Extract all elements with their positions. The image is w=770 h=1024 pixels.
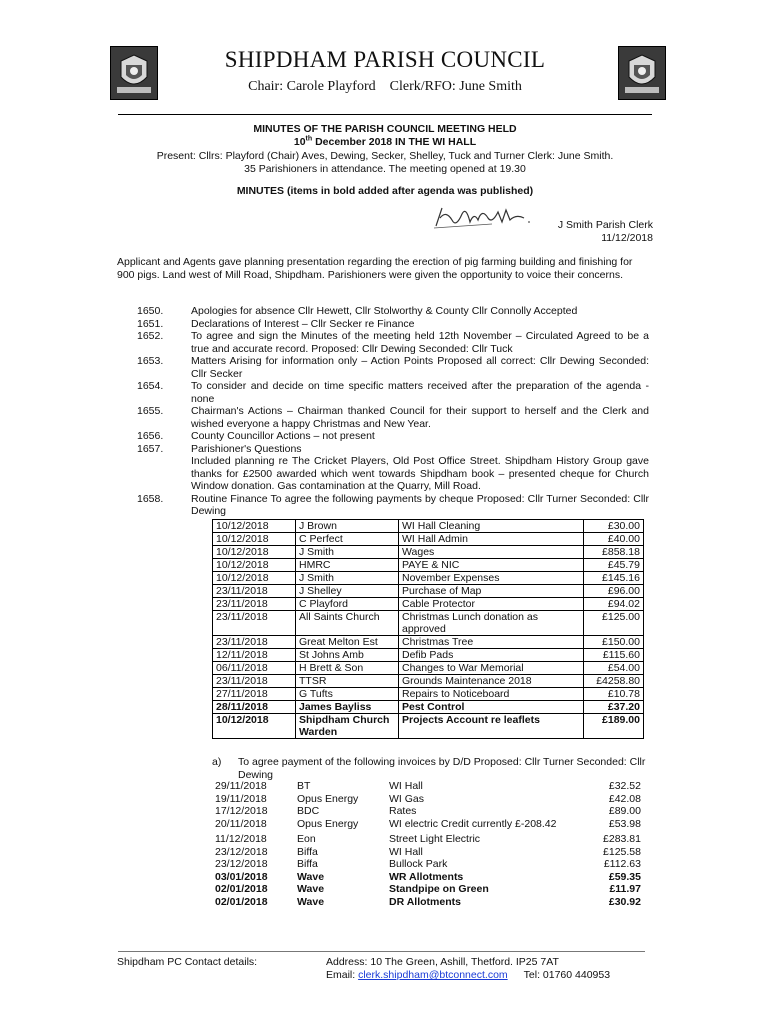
item-number: 1658. [137,492,164,505]
payment-amount: £96.00 [584,585,644,598]
present-members: Present: Cllrs: Playford (Chair) Aves, Dewing, Secker, Shelley, Tuck and Turner Clerk: June Smith. [156,150,614,162]
payment-description: Defib Pads [399,649,584,662]
payment-description: Grounds Maintenance 2018 [399,675,584,688]
payment-description: Repairs to Noticeboard [399,688,584,701]
item-number: 1655. [137,405,164,417]
payment-description: Wages [399,546,584,559]
payment-description: Purchase of Map [399,585,584,598]
payee-name: Shipdham Church Warden [296,714,399,739]
payment-date: 02/01/2018 [215,895,268,908]
payment-date: 11/12/2018 [215,833,267,845]
cheque-payment-row [213,611,644,636]
payee-name: Great Melton Est [296,636,399,649]
direct-debit-intro [212,756,652,781]
payment-date: 10/12/2018 [213,572,296,585]
payee-name: J Brown [296,520,399,533]
payee-name: Biffa [297,845,318,858]
item-text: Declarations of Interest – Cllr Secker re Finance [191,317,415,330]
cheque-payment-row [213,636,644,649]
payee-name: C Perfect [296,533,399,546]
payment-date: 23/11/2018 [213,675,296,688]
item-text: To agree and sign the Minutes of the meeting held 12th November – Circulated Agreed to be a true and accurate record. Proposed: Cllr Dewing Seconded: Cllr Tuck [191,330,649,355]
payment-amount: £125.58 [603,845,641,858]
item-text: To consider and decide on time specific matters received after the preparation of the agenda - none [191,380,649,405]
payment-amount: £40.00 [584,533,644,546]
payment-date: 19/11/2018 [215,792,267,805]
cheque-payment-row [213,701,644,714]
payment-description: Christmas Tree [399,636,584,649]
payment-amount: £10.78 [584,688,644,701]
payment-description: WR Allotments [389,870,464,883]
item-number: 1657. [137,442,164,455]
payment-date: 27/11/2018 [213,688,296,701]
payment-description: WI Hall Admin [399,533,584,546]
council-title: SHIPDHAM PARISH COUNCIL [224,47,546,72]
footer-telephone: Tel: 01760 440953 [523,969,611,981]
footer-email-label: Email: [326,969,359,981]
payee-name: G Tufts [296,688,399,701]
payment-amount: £11.97 [609,883,641,895]
payment-date: 02/01/2018 [215,883,268,895]
payment-description: WI electric Credit currently £-208.42 [389,817,557,830]
payment-description: Bullock Park [389,858,448,870]
payment-amount: £94.02 [584,598,644,611]
payment-description: WI Hall [389,780,423,792]
planning-presentation-paragraph: Applicant and Agents gave planning presentation regarding the erection of pig farming building and finishing for 900 pigs. Land west of Mill Road, Shipdham. Parishioners were given the opportunity to voice their concerns. [117,256,633,281]
payment-amount: £112.63 [603,858,641,870]
cheque-payment-row [213,598,644,611]
payment-date: 23/11/2018 [213,611,296,636]
meeting-date [0,136,770,148]
item-number: 1656. [137,430,164,442]
minute-item [137,318,649,331]
payment-description: Projects Account re leaflets [399,714,584,739]
direct-debit-row [212,805,644,818]
cheque-payment-row [213,649,644,662]
payment-amount: £42.08 [608,792,641,805]
minutes-items [137,305,649,518]
payment-amount: £115.60 [584,649,644,662]
payment-description: Christmas Lunch donation as approved [399,611,584,636]
direct-debit-row [212,858,644,871]
item-number: 1654. [137,380,164,392]
minute-item [137,330,649,355]
minute-item [137,355,649,380]
payee-name: Eon [297,833,316,845]
payee-name: Opus Energy [297,792,359,805]
clerk-signoff-name: J Smith Parish Clerk [557,219,653,231]
payee-name: J Smith [296,572,399,585]
payment-date: 10/12/2018 [213,533,296,546]
payment-date: 29/11/2018 [215,780,267,792]
chair-name: Chair: Carole Playford [248,79,376,94]
item-number [137,455,191,493]
payment-amount: £32.52 [608,780,641,792]
cheque-payment-row [213,533,644,546]
payment-description: November Expenses [399,572,584,585]
payment-amount: £30.00 [584,520,644,533]
item-number: 1652. [137,330,164,342]
payee-name: H Brett & Son [296,662,399,675]
item-number: 1650. [137,305,164,317]
payee-name: HMRC [296,559,399,572]
clerk-signature [432,200,532,232]
payment-date: 03/01/2018 [215,870,268,883]
cheque-payment-row [213,714,644,739]
minute-item [137,380,649,405]
payment-date: 23/11/2018 [213,636,296,649]
payment-amount: £125.00 [584,611,644,636]
payment-amount: £858.18 [584,546,644,559]
item-text: Included planning re The Cricket Players, Old Post Office Street. Shipdham History Group gave thanks for £2500 awarded which went towards Shipdham book – presented cheque for Church Window donation. Gas contamination at the Quarry, Mill Road. [191,455,649,492]
payment-amount: £30.92 [608,895,641,908]
payment-amount: £283.81 [603,833,641,845]
payment-amount: £150.00 [584,636,644,649]
minute-item [137,455,649,493]
direct-debit-row [212,846,644,859]
item-text: County Councillor Actions – not present [191,430,375,442]
direct-debit-row [212,883,644,896]
direct-debit-text: To agree payment of the following invoices by D/D Proposed: Cllr Turner Seconded: Cllr Dewing [238,756,646,781]
payment-description: DR Allotments [389,895,461,908]
payment-description: WI Hall Cleaning [399,520,584,533]
direct-debit-row [212,818,644,831]
payment-amount: £37.20 [584,701,644,714]
direct-debit-row [212,896,644,909]
payment-date: 10/12/2018 [213,559,296,572]
payee-name: Wave [297,883,325,895]
payment-description: Street Light Electric [389,833,481,845]
minute-item [137,305,649,318]
item-text: Parishioner's Questions [191,442,302,455]
payment-description: PAYE & NIC [399,559,584,572]
minute-item [137,405,649,430]
payment-amount: £145.16 [584,572,644,585]
payment-date: 23/12/2018 [215,858,268,870]
payment-date: 10/12/2018 [213,714,296,739]
cheque-payment-row [213,675,644,688]
payee-name: St Johns Amb [296,649,399,662]
item-number: 1653. [137,355,164,367]
payment-date: 23/12/2018 [215,845,268,858]
clerk-signoff [548,219,653,245]
cheque-payments-table [212,519,644,739]
meeting-title: MINUTES OF THE PARISH COUNCIL MEETING HELD [253,123,517,135]
payee-name: C Playford [296,598,399,611]
meeting-day: 10 [293,136,306,148]
footer-email-row [326,969,610,981]
payee-name: James Bayliss [296,701,399,714]
payment-description: Pest Control [399,701,584,714]
payee-name: BT [297,780,311,792]
minutes-note: MINUTES (items in bold added after agenda was published) [236,185,534,197]
payment-date: 12/11/2018 [213,649,296,662]
meeting-date-rest: December 2018 IN THE WI HALL [312,136,477,148]
payee-name: Wave [297,895,325,908]
item-text: Apologies for absence Cllr Hewett, Cllr Stolworthy & County Cllr Connolly Accepted [191,305,578,317]
payment-date: 28/11/2018 [213,701,296,714]
payment-date: 23/11/2018 [213,585,296,598]
payee-name: TTSR [296,675,399,688]
direct-debit-row [212,780,644,793]
clerk-signoff-date: 11/12/2018 [601,232,653,244]
payment-description: Cable Protector [399,598,584,611]
payment-amount: £59.35 [608,870,641,883]
payment-description: Rates [389,805,417,817]
footer-address: Address: 10 The Green, Ashill, Thetford. IP25 7AT [326,956,559,968]
header-divider [118,114,652,115]
payment-amount: £54.00 [584,662,644,675]
clerk-name: Clerk/RFO: June Smith [389,79,522,94]
cheque-payment-row [213,520,644,533]
payee-name: Wave [297,870,325,883]
minute-item [137,443,649,456]
payment-description: WI Hall [389,845,423,858]
direct-debit-label: a) [212,756,222,768]
payment-amount: £189.00 [584,714,644,739]
payee-name: Opus Energy [297,817,359,830]
item-text: Chairman's Actions – Chairman thanked Council for their support to herself and the Clerk and wished everyone a happy Christmas and New Year. [191,405,649,430]
payment-date: 10/12/2018 [213,546,296,559]
cheque-payment-row [213,688,644,701]
payee-name: Biffa [297,858,318,870]
cheque-payment-row [213,546,644,559]
direct-debit-row [212,793,644,806]
cheque-payment-row [213,559,644,572]
footer-contact-label: Shipdham PC Contact details: [117,956,258,968]
item-text: Matters Arising for information only – Action Points Proposed all correct: Cllr Dewing Seconded: Cllr Secker [191,355,649,380]
council-officers [0,79,770,95]
direct-debit-row [212,871,644,884]
payment-amount: £53.98 [608,817,641,830]
item-number: 1651. [137,317,164,330]
payment-amount: £45.79 [584,559,644,572]
direct-debit-table [212,780,644,908]
payee-name: J Shelley [296,585,399,598]
payment-date: 10/12/2018 [213,520,296,533]
payee-name: J Smith [296,546,399,559]
direct-debit-row [212,833,644,846]
meeting-day-suffix: th [305,135,313,143]
payment-date: 17/12/2018 [215,805,268,817]
payment-description: Changes to War Memorial [399,662,584,675]
payee-name: BDC [297,805,320,817]
attendance-note: 35 Parishioners in attendance. The meeting opened at 19.30 [244,163,526,175]
cheque-payment-row [213,662,644,675]
footer-divider [118,951,645,952]
payment-amount: £4258.80 [584,675,644,688]
minute-item [137,430,649,443]
payment-description: Standpipe on Green [389,883,489,895]
payment-date: 23/11/2018 [213,598,296,611]
item-text: Routine Finance To agree the following payments by cheque Proposed: Cllr Turner Seconded: Cllr Dewing [191,492,649,517]
payment-date: 06/11/2018 [213,662,296,675]
payment-amount: £89.00 [608,805,641,817]
payment-date: 20/11/2018 [215,817,267,830]
payee-name: All Saints Church [296,611,399,636]
cheque-payment-row [213,572,644,585]
cheque-payment-row [213,585,644,598]
minute-item [137,493,649,518]
payment-description: WI Gas [389,792,425,805]
email-link[interactable]: clerk.shipdham@btconnect.com [358,969,508,981]
